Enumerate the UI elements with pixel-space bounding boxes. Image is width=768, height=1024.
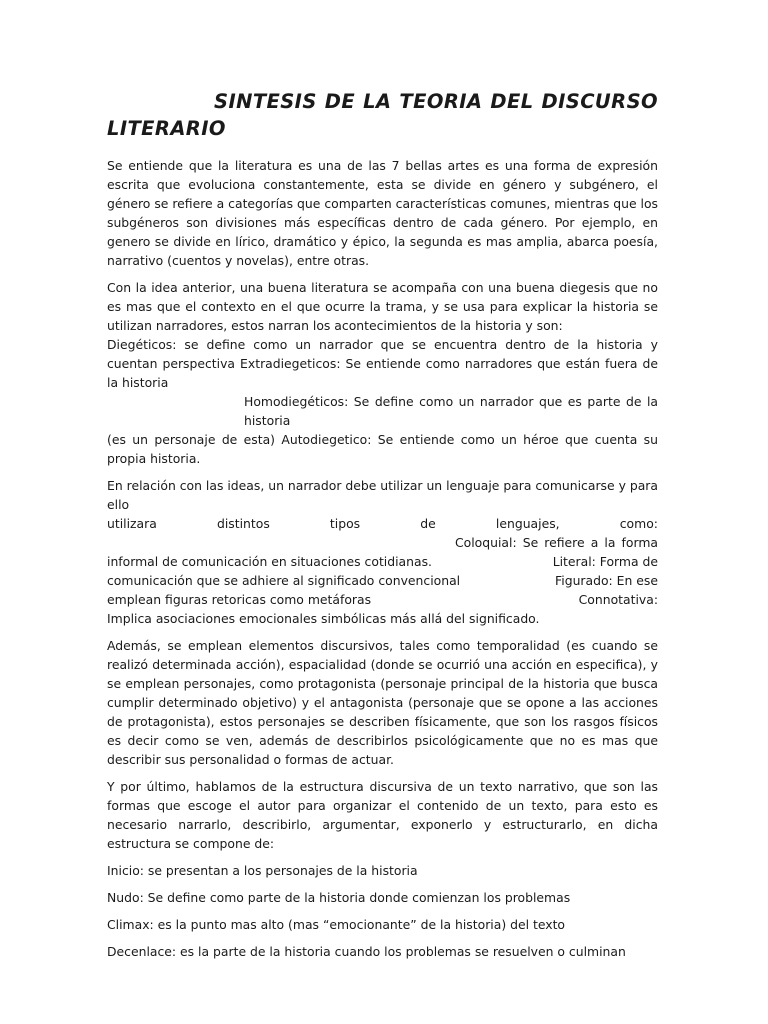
word: utilizara [107,516,157,531]
word: de [420,516,436,531]
narrators-homodiegeticos: Homodiegéticos: Se define como un narrador que es parte de la historia [244,394,658,428]
narrators-autodiegetico: (es un personaje de esta) Autodiegetico: Se entiende como un héroe que cuenta su propia historia. [107,432,658,466]
word: como: [619,516,658,531]
document-title [107,88,658,142]
languages-emplean-row [107,590,658,609]
word: tipos [329,516,361,531]
languages-implica: Implica asociaciones emocionales simbólicas más allá del significado. [107,611,540,626]
emplean-text: emplean figuras retoricas como metáforas [107,592,372,607]
narrators-intro: Con la idea anterior, una buena literatura se acompaña con una buena diegesis que no es mas que el contexto en el que ocurre la trama, y se usa para explicar la historia se utilizan narradores, estos narran los acontecimientos de la historia y son: [107,280,658,333]
structure-inicio: Inicio: se presentan a los personajes de la historia [107,863,418,878]
title-line-2: LITERARIO [107,117,226,140]
comunicacion-text: comunicación que se adhiere al significado convencional [107,573,461,588]
languages-coloquial: Coloquial: Se refiere a la forma [455,535,658,550]
paragraph-languages [107,476,658,628]
connotativa-text: Connotativa: [578,592,658,607]
narrators-diegeticos: Diegéticos: se define como un narrador que se encuentra dentro de la historia y cuentan perspectiva Extradiegeticos: Se entiende como narradores que están fuera de la historia [107,337,658,390]
languages-comunicacion-row [107,571,658,590]
paragraph-discursive-elements: Además, se emplean elementos discursivos, tales como temporalidad (es cuando se realizó determinada acción), espacialidad (donde se ocurrió una acción en especifica), y se emplean personajes, como protagonista (personaje principal de la historia que busca cumplir determinado objetivo) y el antagonista (personaje que se opone a las acciones de protagonista), estos personajes se describen físicamente, que son los rasgos físicos es decir como se ven, además de describirlos psicológicamente que no es mas que describir sus personalidad o formas de actuar. [107,638,658,767]
languages-intro-b [107,514,658,533]
literal-text: Literal: Forma de [552,554,658,569]
paragraph-structure: Y por último, hablamos de la estructura discursiva de un texto narrativo, que son las formas que escoge el autor para organizar el contenido de un texto, para esto es necesario narrarlo, describirlo, argumentar, exponerlo y estructurarlo, en dicha estructura se compone de: [107,779,658,851]
paragraph-narrators [107,278,658,468]
paragraph-literature: Se entiende que la literatura es una de las 7 bellas artes es una forma de expresión escrita que evoluciona constantemente, esta se divide en género y subgénero, el género se refiere a categorías que comparten características comunes, mientras que los subgéneros son divisiones más específicas dentro de cada género. Por ejemplo, en genero se divide en lírico, dramático y épico, la segunda es mas amplia, abarca poesía, narrativo (cuentos y novelas), entre otras. [107,158,658,268]
structure-decenlace: Decenlace: es la parte de la historia cuando los problemas se resuelven o culminan [107,944,626,959]
figurado-text: Figurado: En ese [555,573,658,588]
languages-intro-a: En relación con las ideas, un narrador debe utilizar un lenguaje para comunicarse y para ello [107,478,658,512]
languages-informal-row [107,552,658,571]
word: lenguajes, [495,516,560,531]
title-line-1: SINTESIS DE LA TEORIA DEL DISCURSO [214,90,658,113]
structure-climax: Climax: es la punto mas alto (mas “emocionante” de la historia) del texto [107,917,566,932]
informal-text: informal de comunicación en situaciones cotidianas. [107,554,432,569]
word: distintos [216,516,270,531]
structure-nudo: Nudo: Se define como parte de la historia donde comienzan los problemas [107,890,571,905]
